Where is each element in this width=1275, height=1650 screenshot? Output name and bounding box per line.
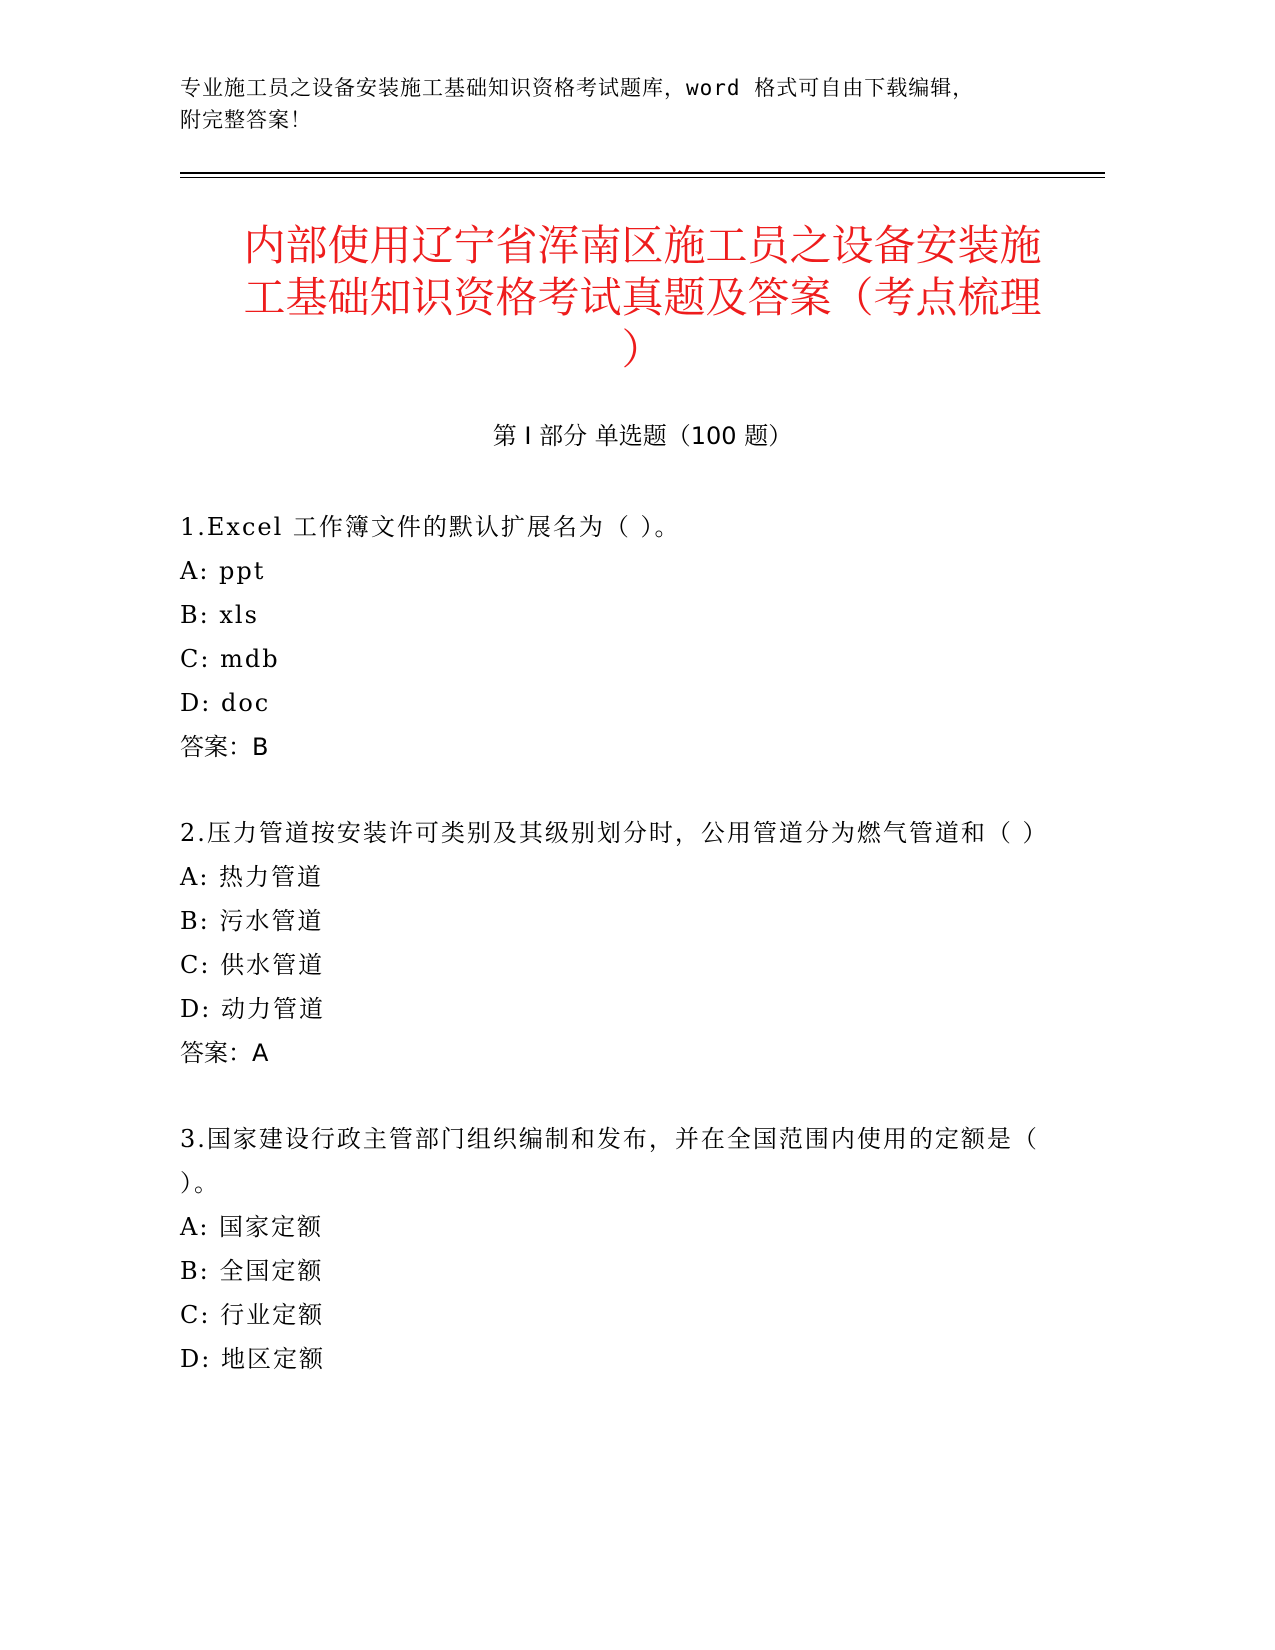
title-line-2: 工基础知识资格考试真题及答案（考点梳理 (243, 273, 1042, 322)
question-2 (180, 811, 1049, 1075)
section-heading: 第 I 部分 单选题（100 题） (492, 422, 793, 450)
option-d: D: 动力管道 (180, 995, 325, 1023)
title-line-1: 内部使用辽宁省浑南区施工员之设备安装施 (243, 221, 1042, 270)
option-a: A: 国家定额 (180, 1213, 324, 1241)
question-stem: 1.Excel 工作簿文件的默认扩展名为（ ）。 (180, 513, 681, 541)
answer: 答案：A (180, 1039, 269, 1067)
document-title (180, 220, 1105, 376)
option-d: D: 地区定额 (180, 1345, 325, 1373)
answer: 答案：B (180, 733, 269, 761)
option-d: D: doc (180, 689, 271, 717)
question-stem: 3.国家建设行政主管部门组织编制和发布，并在全国范围内使用的定额是（ ）。 (180, 1125, 1039, 1197)
header-divider-thin (180, 177, 1105, 178)
option-b: B: xls (180, 601, 259, 629)
intro-text (180, 72, 1040, 136)
intro-line-2: 附完整答案！ (180, 108, 312, 132)
option-c: C: 供水管道 (180, 951, 325, 979)
question-stem: 2.压力管道按安装许可类别及其级别划分时，公用管道分为燃气管道和（ ） (180, 819, 1049, 847)
option-c: C: 行业定额 (180, 1301, 325, 1329)
question-list (180, 505, 1049, 1423)
intro-line-1: 专业施工员之设备安装施工基础知识资格考试题库，word 格式可自由下载编辑， (180, 76, 975, 100)
option-b: B: 污水管道 (180, 907, 324, 935)
option-a: A: 热力管道 (180, 863, 324, 891)
question-1 (180, 505, 1040, 769)
option-a: A: ppt (180, 557, 266, 585)
header-divider-thick (180, 172, 1105, 174)
title-line-3: ） (621, 325, 664, 374)
question-3 (180, 1117, 1040, 1381)
option-b: B: 全国定额 (180, 1257, 324, 1285)
option-c: C: mdb (180, 645, 280, 673)
